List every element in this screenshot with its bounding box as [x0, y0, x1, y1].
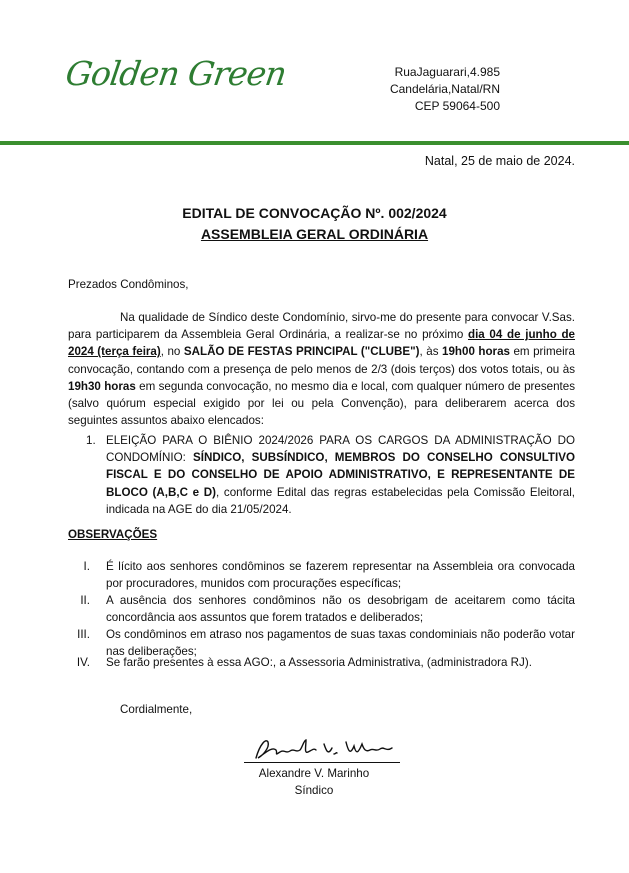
logo-text: Golden Green [63, 54, 289, 93]
observation-number: III. [77, 628, 90, 641]
address-line: RuaJaguarari,4.985 [394, 65, 500, 79]
agenda-item [86, 432, 575, 518]
meeting-venue: SALÃO DE FESTAS PRINCIPAL ("CLUBE") [183, 345, 420, 359]
observation-number: II. [80, 594, 90, 607]
body-text: em primeira convocação, contando com a presença de pelo menos de 2/3 (dois terços) dos votos totais, ou às [68, 345, 575, 376]
agenda-text: , conforme Edital das regras estabelecidas pela Comissão Eleitoral, indicada na AGE do dia 21/05/2024. [106, 485, 575, 516]
header-divider [0, 141, 629, 145]
observations-heading: OBSERVAÇÕES [68, 528, 158, 541]
observation-text: Os condôminos em atraso nos pagamentos de suas taxas condominiais não poderão votar nas deliberações; [106, 628, 575, 659]
agenda-number: 1. [86, 434, 96, 447]
handwritten-signature [250, 736, 400, 764]
second-call-time: 19h30 horas [68, 379, 136, 393]
observation-item [68, 654, 575, 671]
address-line: Candelária,Natal/RN [389, 82, 500, 96]
document-title: EDITAL DE CONVOCAÇÃO Nº. 002/2024 [182, 205, 447, 221]
body-text: , às [419, 345, 443, 359]
observation-text: A ausência dos senhores condôminos não os desobrigam de aceitarem como tácita concordância aos assuntos que forem tratados e deliberados; [106, 594, 575, 625]
address-line: CEP 59064-500 [414, 99, 500, 113]
greeting: Prezados Condôminos, [68, 278, 189, 291]
document-date: Natal, 25 de maio de 2024. [424, 154, 575, 168]
signatory-name: Alexandre V. Marinho [258, 767, 370, 780]
observation-item [68, 592, 575, 626]
signature-line [244, 762, 400, 763]
observation-number: IV. [76, 656, 90, 669]
golden-green-logo [63, 54, 288, 93]
body-text: em segunda convocação, no mesmo dia e local, com qualquer número de presentes (salvo quórum especial exigido por lei ou pela Convenção), para deliberarem acerca dos seguintes assuntos abaixo elencados: [68, 379, 575, 428]
agenda-text: ELEIÇÃO PARA O BIÊNIO 2024/2026 PARA OS CARGOS DA ADMINISTRAÇÃO DO CONDOMÍNIO: [106, 434, 575, 465]
address-block [376, 64, 500, 115]
meeting-date: dia 04 de junho de 2024 (terça feira) [68, 328, 576, 359]
document-subtitle: ASSEMBLEIA GERAL ORDINÁRIA [200, 226, 429, 242]
body-text: Na qualidade de Síndico deste Condomínio, sirvo-me do presente para convocar V.Sas. para participarem da Assembleia Geral Ordinária, a realizar-se no próximo [68, 311, 575, 342]
observation-text: É lícito aos senhores condôminos se fazerem representar na Assembleia ora convocada por procuradores, munidos com procurações específicas; [106, 560, 575, 591]
first-call-time: 19h00 horas [442, 345, 510, 359]
signatory-role: Síndico [294, 784, 334, 797]
convocation-paragraph [68, 309, 575, 429]
agenda-positions: SÍNDICO, SUBSÍNDICO, MEMBROS DO CONSELHO CONSULTIVO FISCAL E DO CONSELHO DE APOIO ADMINISTRATIVO, E REPRESENTANTE DE BLOCO (A,B,C e D) [106, 451, 575, 499]
observation-number: I. [83, 560, 90, 573]
body-text: , no [160, 345, 184, 359]
observation-text: Se farão presentes à essa AGO:, a Assessoria Administrativa, (administradora RJ). [106, 656, 532, 669]
observation-item [68, 558, 575, 592]
signatory [244, 765, 384, 799]
closing-salutation: Cordialmente, [120, 703, 193, 716]
